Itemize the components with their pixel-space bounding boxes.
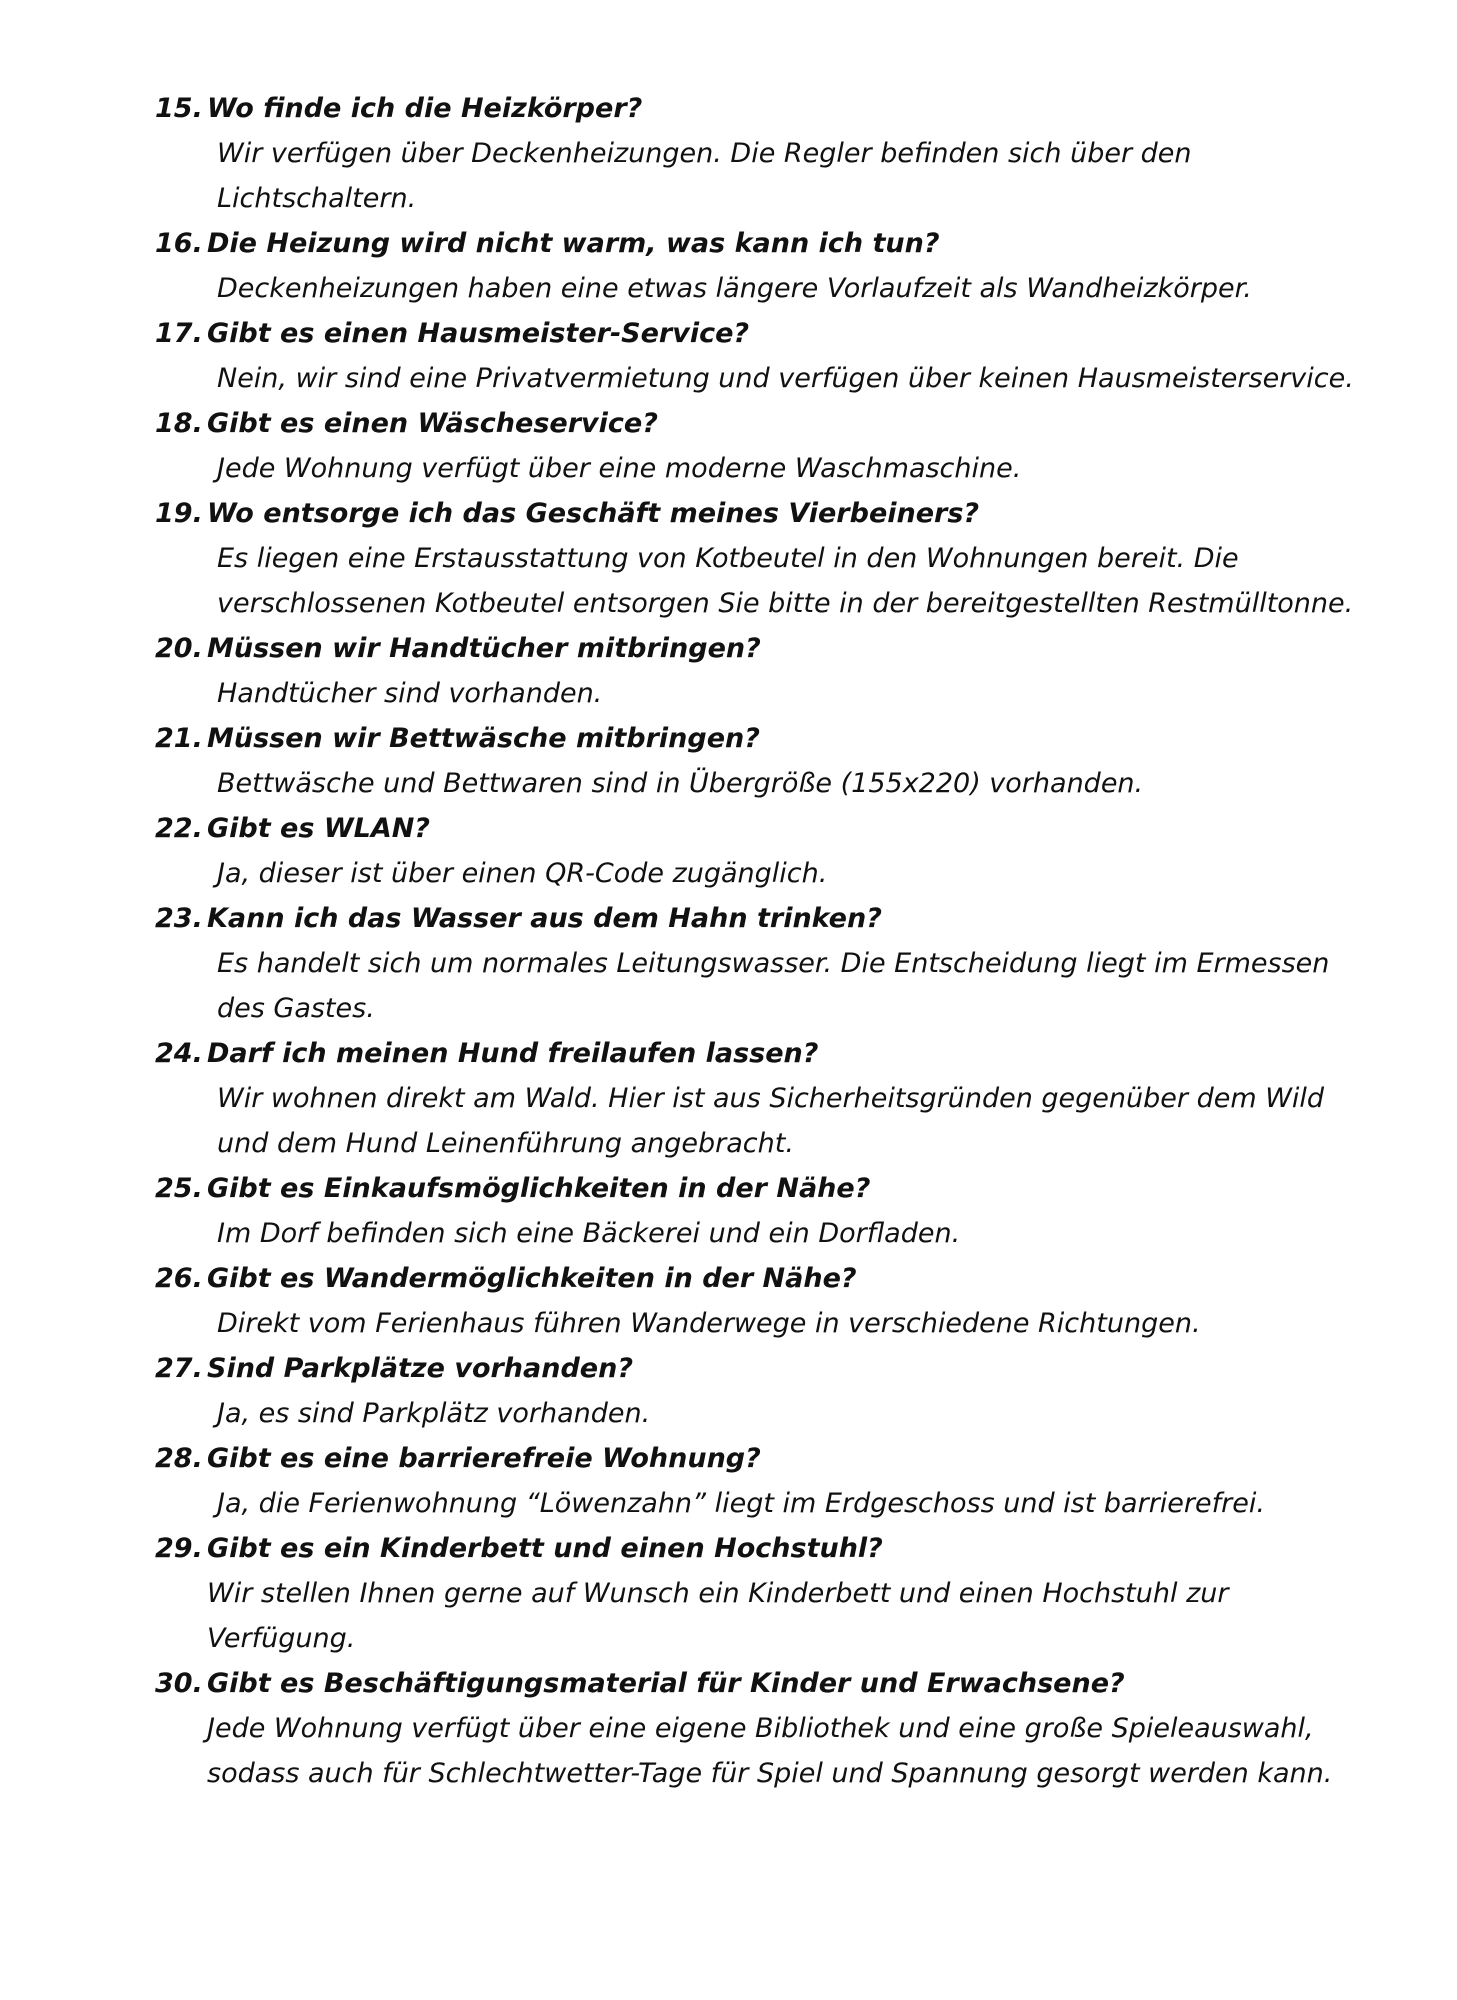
faq-question-text: Die Heizung wird nicht warm, was kann ich tun? — [207, 228, 940, 259]
faq-question-text: Müssen wir Handtücher mitbringen? — [207, 633, 761, 664]
faq-number: 28. — [155, 1443, 203, 1474]
faq-question — [155, 1166, 1355, 1211]
faq-item-24 — [155, 1031, 1355, 1166]
faq-item-18 — [155, 401, 1355, 491]
faq-question — [155, 311, 1355, 356]
faq-question — [155, 1436, 1355, 1481]
faq-number: 30. — [155, 1668, 203, 1699]
faq-question-text: Gibt es Beschäftigungsmaterial für Kinder und Erwachsene? — [207, 1668, 1125, 1699]
faq-question-text: Kann ich das Wasser aus dem Hahn trinken? — [207, 903, 882, 934]
faq-answer: Ja, dieser ist über einen QR-Code zugänglich. — [217, 858, 828, 889]
faq-question — [155, 896, 1355, 941]
faq-question-text: Gibt es einen Wäscheservice? — [207, 408, 658, 439]
faq-answer: Es liegen eine Erstausstattung von Kotbeutel in den Wohnungen bereit. Die verschlossenen Kotbeutel entsorgen Sie bitte in der bereitgestellten Restmülltonne. — [217, 543, 1354, 619]
faq-item-16 — [155, 221, 1355, 311]
faq-question — [155, 491, 1355, 536]
faq-question — [155, 1661, 1355, 1706]
faq-number: 19. — [155, 498, 203, 529]
faq-item-17 — [155, 311, 1355, 401]
faq-item-27 — [155, 1346, 1355, 1436]
faq-question-text: Gibt es Einkaufsmöglichkeiten in der Nähe? — [207, 1173, 871, 1204]
faq-item-19 — [155, 491, 1355, 626]
faq-question — [155, 86, 1355, 131]
faq-answer: Ja, die Ferienwohnung “Löwenzahn” liegt im Erdgeschoss und ist barrierefrei. — [217, 1488, 1265, 1519]
faq-question — [155, 1256, 1355, 1301]
faq-question — [155, 716, 1355, 761]
faq-question — [155, 1526, 1355, 1571]
faq-question — [155, 221, 1355, 266]
faq-question-text: Darf ich meinen Hund freilaufen lassen? — [207, 1038, 819, 1069]
faq-number: 24. — [155, 1038, 203, 1069]
faq-answer: Wir verfügen über Deckenheizungen. Die Regler befinden sich über den Lichtschaltern. — [217, 138, 1192, 214]
faq-answer: Wir stellen Ihnen gerne auf Wunsch ein Kinderbett und einen Hochstuhl zur Verfügung. — [207, 1578, 1229, 1654]
faq-question — [155, 806, 1355, 851]
faq-number: 27. — [155, 1353, 203, 1384]
faq-item-22 — [155, 806, 1355, 896]
faq-item-20 — [155, 626, 1355, 716]
faq-number: 20. — [155, 633, 203, 664]
faq-item-29 — [155, 1526, 1355, 1661]
faq-answer: Im Dorf befinden sich eine Bäckerei und ein Dorfladen. — [217, 1218, 961, 1249]
faq-item-23 — [155, 896, 1355, 1031]
faq-number: 15. — [155, 93, 203, 124]
faq-item-30 — [155, 1661, 1355, 1796]
faq-question-text: Gibt es Wandermöglichkeiten in der Nähe? — [207, 1263, 857, 1294]
faq-answer: Handtücher sind vorhanden. — [217, 678, 603, 709]
faq-list — [155, 86, 1355, 1796]
faq-number: 22. — [155, 813, 203, 844]
faq-number: 16. — [155, 228, 203, 259]
faq-question-text: Gibt es ein Kinderbett und einen Hochstuhl? — [207, 1533, 883, 1564]
faq-question-text: Gibt es WLAN? — [207, 813, 430, 844]
faq-number: 21. — [155, 723, 203, 754]
faq-answer: Ja, es sind Parkplätz vorhanden. — [217, 1398, 651, 1429]
faq-question — [155, 1031, 1355, 1076]
faq-question-text: Gibt es einen Hausmeister-Service? — [207, 318, 750, 349]
faq-question — [155, 1346, 1355, 1391]
faq-answer: Wir wohnen direkt am Wald. Hier ist aus Sicherheitsgründen gegenüber dem Wild und dem Hund Leinenführung angebracht. — [217, 1083, 1325, 1159]
faq-question — [155, 401, 1355, 446]
faq-number: 26. — [155, 1263, 203, 1294]
faq-question — [155, 626, 1355, 671]
faq-number: 23. — [155, 903, 203, 934]
faq-answer: Jede Wohnung verfügt über eine moderne Waschmaschine. — [217, 453, 1022, 484]
faq-number: 29. — [155, 1533, 203, 1564]
faq-question-text: Gibt es eine barrierefreie Wohnung? — [207, 1443, 761, 1474]
faq-item-15 — [155, 86, 1355, 221]
faq-question-text: Wo finde ich die Heizkörper? — [207, 93, 643, 124]
faq-item-21 — [155, 716, 1355, 806]
faq-number: 25. — [155, 1173, 203, 1204]
faq-item-28 — [155, 1436, 1355, 1526]
faq-answer: Es handelt sich um normales Leitungswasser. Die Entscheidung liegt im Ermessen des Gastes. — [217, 948, 1330, 1024]
faq-answer: Deckenheizungen haben eine etwas längere Vorlaufzeit als Wandheizkörper. — [217, 273, 1252, 304]
faq-item-25 — [155, 1166, 1355, 1256]
faq-answer: Nein, wir sind eine Privatvermietung und verfügen über keinen Hausmeisterservice. — [217, 363, 1354, 394]
faq-answer: Direkt vom Ferienhaus führen Wanderwege in verschiedene Richtungen. — [217, 1308, 1201, 1339]
faq-number: 17. — [155, 318, 203, 349]
faq-question-text: Wo entsorge ich das Geschäft meines Vierbeiners? — [207, 498, 980, 529]
faq-item-26 — [155, 1256, 1355, 1346]
faq-number: 18. — [155, 408, 203, 439]
faq-question-text: Sind Parkplätze vorhanden? — [207, 1353, 633, 1384]
faq-question-text: Müssen wir Bettwäsche mitbringen? — [207, 723, 760, 754]
faq-answer: Jede Wohnung verfügt über eine eigene Bibliothek und eine große Spieleauswahl, sodass auch für Schlechtwetter-Tage für Spiel und Spannung gesorgt werden kann. — [207, 1713, 1333, 1789]
faq-answer: Bettwäsche und Bettwaren sind in Übergröße (155x220) vorhanden. — [217, 768, 1144, 799]
